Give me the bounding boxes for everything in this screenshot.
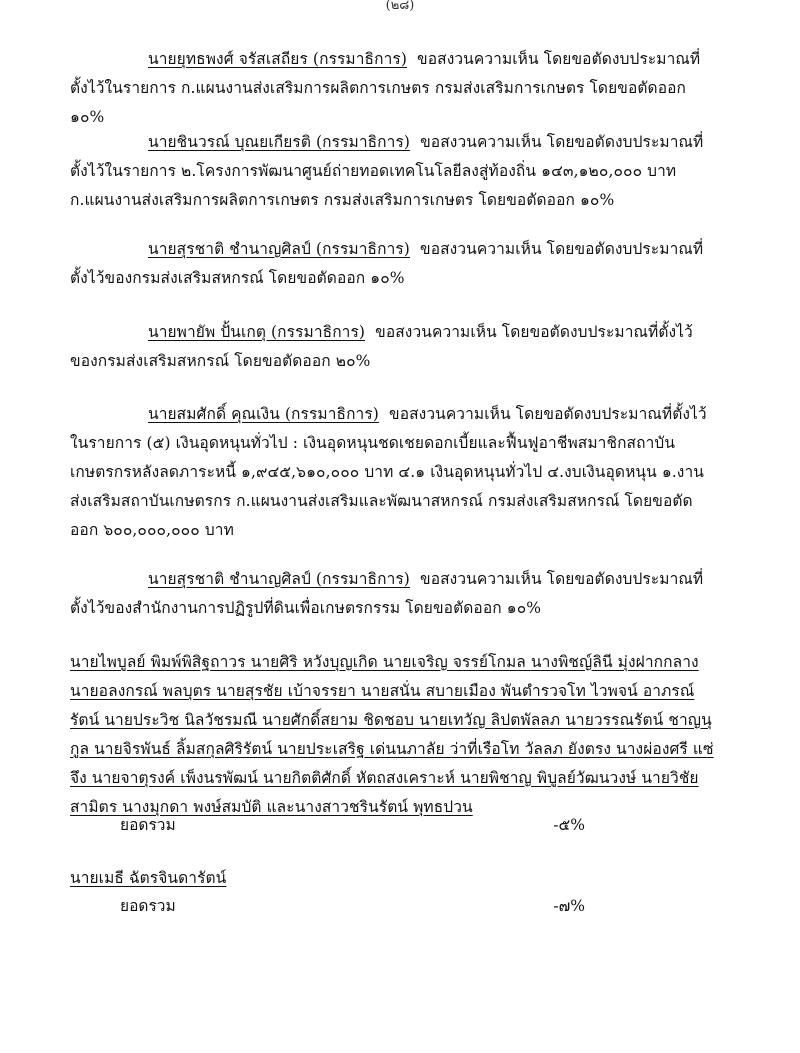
page-number: (๒๘) (385, 0, 415, 13)
motion-paragraph (70, 318, 710, 376)
motion-text: ขอสงวนความเห็น โดยขอตัดงบประมาณที่ตั้งไว้ในรายการ (๕) เงินอุดหนุนทั่วไป : เงินอุดหนุนชดเชยดอกเบี้ยและฟื้นฟูอาชีพสมาชิกสถาบันเกษตรกรหลังลดภาระหนี้ ๑,๙๔๕,๖๑๐,๐๐๐ บาท ๔.๑ เงินอุดหนุนทั่วไป ๔.งบเงินอุดหนุน ๑.งานส่งเสริมสถาบันเกษตรกร ก.แผนงานส่งเสริมและพัฒนาสหกรณ์ กรมส่งเสริมสหกรณ์ โดยขอตัดออก ๖๐๐,๐๐๐,๐๐๐ บาท (70, 405, 707, 539)
group-members-names: นายไพบูลย์ พิมพ์พิสิฐถาวร นายศิริ หวังบุญเกิด นายเจริญ จรรย์โกมล นางพิชญ์ลินี มุ่งฝากกลาง นายอลงกรณ์ พลบุตร นายสุรชัย เบ้าจรรยา นายสนั่น สบายเมือง พันตำรวจโท ไวพจน์ อาภรณ์รัตน์ นายประวิช นิลวัชรมณี นายศักดิ์สยาม ชิดชอบ นายเทวัญ ลิปตพัลลภ นายวรรณรัตน์ ชาญนุกูล นายจิรพันธ์ ลิ้มสกุลศิริรัตน์ นายประเสริฐ เด่นนภาลัย ว่าที่เรือโท วัลลภ ยังตรง นางผ่องศรี แซ่จึง นายจาตุรงค์ เพ็งนรพัฒน์ นายกิตติศักดิ์ หัตถสงเคราะห์ นายพิชาญ พิบูลย์วัฒนวงษ์ นายวิชัย สามิตร นางมุกดา พงษ์สมบัติ และนางสาวชรินรัตน์ พุทธปวน (70, 653, 714, 816)
motion-paragraph (70, 128, 710, 215)
group-total-value: -๕% (553, 816, 585, 834)
motion-text: ขอสงวนความเห็น โดยขอตัดงบประมาณที่ตั้งไว้ของสำนักงานการปฏิรูปที่ดินเพื่อเกษตรกรรม โดยขอตัดออก ๑๐% (70, 570, 704, 617)
motion-member-name: นายพายัพ ปั้นเกตุ (กรรมาธิการ) (148, 323, 366, 341)
motion-text: ขอสงวนความเห็น โดยขอตัดงบประมาณที่ตั้งไว้ของกรมส่งเสริมสหกรณ์ โดยขอตัดออก ๒๐% (70, 323, 693, 370)
motion-paragraph (70, 45, 710, 132)
motion-text: ขอสงวนความเห็น โดยขอตัดงบประมาณที่ตั้งไว้ของกรมส่งเสริมสหกรณ์ โดยขอตัดออก ๑๐% (70, 240, 704, 287)
motion-text: ขอสงวนความเห็น โดยขอตัดงบประมาณที่ตั้งไว้ในรายการ ๒.โครงการพัฒนาศูนย์ถ่ายทอดเทคโนโลยีลงสู่ท้องถิ่น ๑๔๓,๑๒๐,๐๐๐ บาท ก.แผนงานส่งเสริมการผลิตการเกษตร กรมส่งเสริมการเกษตร โดยขอตัดออก ๑๐% (70, 133, 704, 209)
motion-paragraph (70, 235, 710, 293)
motion-member-name: นายชินวรณ์ บุณยเกียรติ (กรรมาธิการ) (148, 133, 411, 151)
single-total-label: ยอดรวม (120, 897, 176, 915)
motion-member-name: นายสุรชาติ ชำนาญศิลป์ (กรรมาธิการ) (148, 240, 410, 258)
group-total-label: ยอดรวม (120, 816, 176, 834)
motion-member-name: นายสมศักดิ์ คุณเงิน (กรรมาธิการ) (148, 405, 379, 423)
motion-text: ขอสงวนความเห็น โดยขอตัดงบประมาณที่ตั้งไว้ในรายการ ก.แผนงานส่งเสริมการผลิตการเกษตร กรมส่งเสริมการเกษตร โดยขอตัดออก ๑๐% (70, 50, 701, 126)
motion-paragraph (70, 565, 710, 623)
motion-member-name: นายสุรชาติ ชำนาญศิลป์ (กรรมาธิการ) (148, 570, 410, 588)
single-total-value: -๗% (553, 897, 585, 915)
group-members-paragraph (70, 648, 720, 822)
single-member-paragraph (70, 864, 710, 893)
motion-member-name: นายยุทธพงศ์ จรัสเสถียร (กรรมาธิการ) (148, 50, 407, 68)
group-total-row (120, 812, 585, 838)
single-total-row (120, 893, 585, 919)
motion-paragraph (70, 400, 710, 545)
single-member-name: นายเมธี ฉัตรจินดารัตน์ (70, 869, 227, 887)
